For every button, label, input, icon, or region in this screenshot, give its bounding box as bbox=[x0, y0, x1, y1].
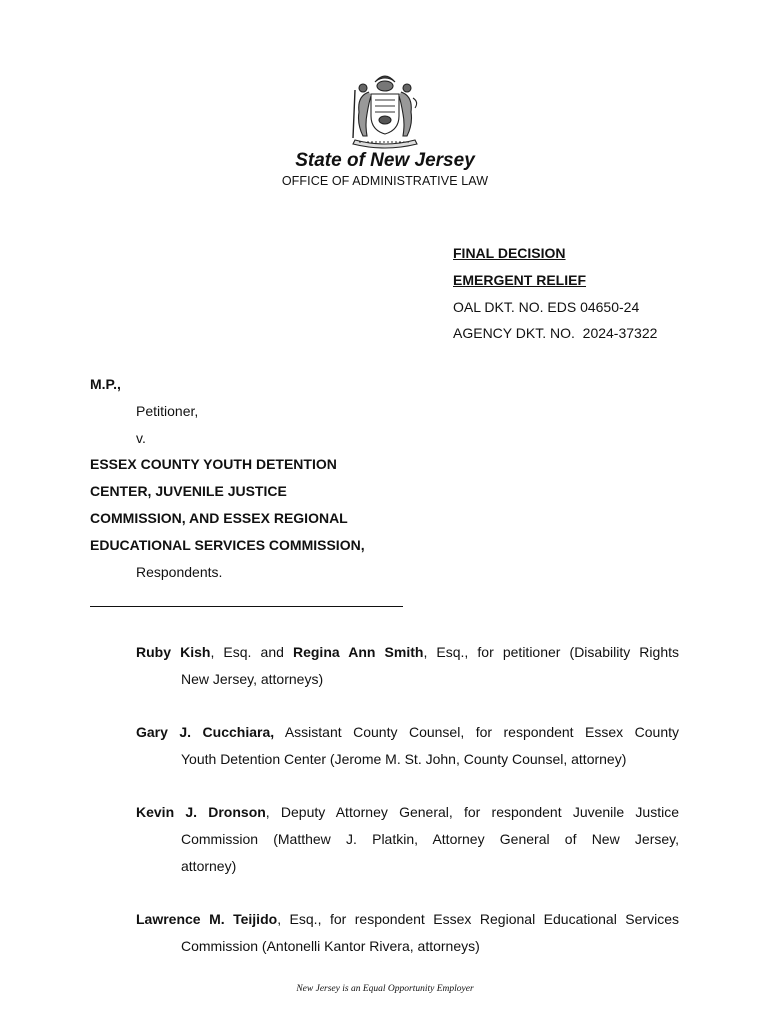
attorney-appearance bbox=[136, 719, 679, 773]
decision-type-final: FINAL DECISION bbox=[453, 245, 566, 261]
respondent-line: ESSEX COUNTY YOUTH DETENTION bbox=[90, 456, 337, 473]
appearance-text: , Deputy Attorney General, for respondent Juvenile Justice bbox=[265, 804, 679, 820]
appearance-continuation: Youth Detention Center (Jerome M. St. John, County Counsel, attorney) bbox=[181, 750, 627, 767]
versus: v. bbox=[136, 429, 146, 446]
decision-type-emergent: EMERGENT RELIEF bbox=[453, 271, 587, 288]
case-caption bbox=[90, 371, 365, 585]
decision-block bbox=[453, 240, 657, 347]
appearance-continuation: attorney) bbox=[181, 857, 237, 874]
appearance-continuation: New Jersey, attorneys) bbox=[181, 670, 324, 687]
appearance-text: , Esq. and bbox=[210, 644, 293, 660]
agency-docket-number: AGENCY DKT. NO. 2024-37322 bbox=[453, 325, 658, 342]
respondent-line: COMMISSION, AND ESSEX REGIONAL bbox=[90, 509, 348, 526]
attorney-name: Kevin J. Dronson bbox=[136, 804, 266, 820]
respondent-line: CENTER, JUVENILE JUSTICE bbox=[90, 483, 287, 500]
oal-docket-number: OAL DKT. NO. EDS 04650-24 bbox=[453, 298, 640, 315]
attorney-name: Ruby Kish bbox=[136, 644, 211, 660]
attorney-appearance bbox=[136, 639, 679, 693]
appearance-first-line bbox=[136, 799, 679, 826]
office-name: OFFICE OF ADMINISTRATIVE LAW bbox=[281, 174, 489, 188]
appearance-text: , Esq., for respondent Essex Regional Educational Services bbox=[277, 911, 679, 927]
appearance-first-line bbox=[136, 906, 679, 933]
attorney-appearance bbox=[136, 799, 679, 879]
petitioner-role: Petitioner, bbox=[136, 402, 199, 419]
respondent-role: Respondents. bbox=[136, 563, 223, 580]
state-title: State of New Jersey bbox=[295, 150, 475, 171]
appearance-continuation: Commission (Antonelli Kantor Rivera, attorneys) bbox=[181, 937, 480, 954]
appearance-text: , Esq., for petitioner (Disability Rights bbox=[423, 644, 679, 660]
attorney-appearance bbox=[136, 906, 679, 960]
attorney-name: Gary J. Cucchiara, bbox=[136, 724, 275, 740]
attorney-name: Lawrence M. Teijido bbox=[136, 911, 278, 927]
page-footer: New Jersey is an Equal Opportunity Employer bbox=[296, 984, 474, 994]
appearance-first-line bbox=[136, 719, 679, 746]
state-seal-logo bbox=[345, 68, 425, 150]
appearance-first-line bbox=[136, 639, 679, 666]
attorney-name: Regina Ann Smith bbox=[292, 644, 424, 660]
petitioner-name: M.P., bbox=[90, 376, 121, 392]
respondent-line: EDUCATIONAL SERVICES COMMISSION, bbox=[90, 536, 365, 553]
caption-divider bbox=[90, 606, 403, 607]
appearance-text: Assistant County Counsel, for respondent Essex County bbox=[274, 724, 680, 740]
appearance-continuation: Commission (Matthew J. Platkin, Attorney General of New Jersey, bbox=[181, 830, 679, 847]
